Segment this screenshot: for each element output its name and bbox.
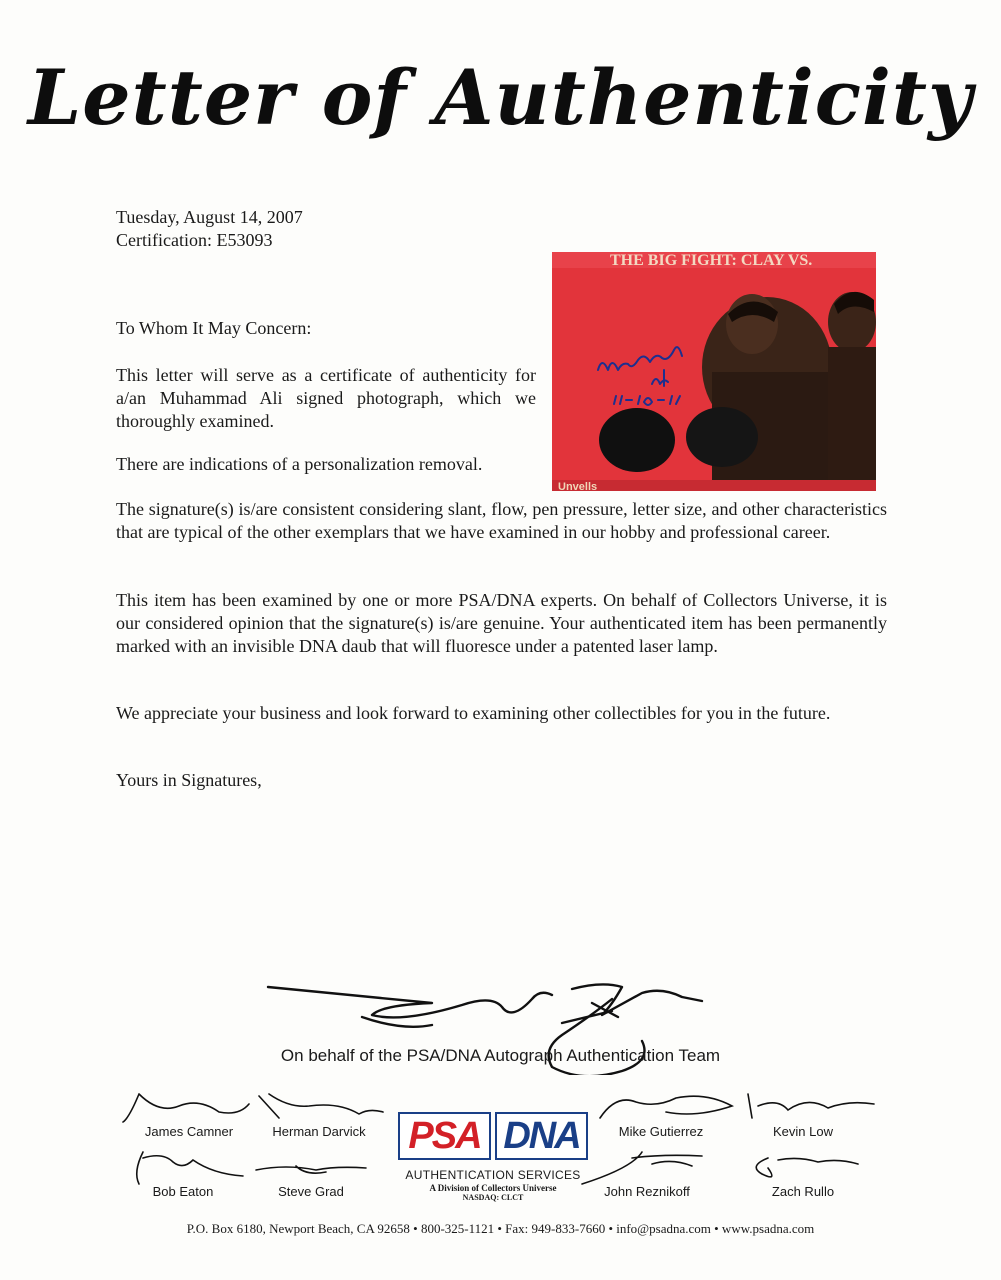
letter-paragraph: This item has been examined by one or more PSA/DNA experts. On behalf of Collectors Universe, it is our considered opinion that the signature(s) is/are genuine. Your authenticated item has been permanently marked with an invisible DNA daub that will fluoresce under a patented laser lamp. xyxy=(116,590,887,656)
salutation: To Whom It May Concern: xyxy=(116,318,312,338)
expert-name: Herman Darvick xyxy=(272,1124,366,1139)
signature-scribble xyxy=(119,1088,259,1126)
dna-logo-text: DNA xyxy=(495,1112,588,1160)
expert-name: Mike Gutierrez xyxy=(618,1124,704,1139)
expert-signature xyxy=(572,1148,722,1199)
psa-logo-text: PSA xyxy=(398,1112,491,1160)
expert-name: John Reznikoff xyxy=(604,1184,690,1199)
signature-scribble xyxy=(728,1088,878,1126)
logo-subtitle: AUTHENTICATION SERVICES xyxy=(405,1168,581,1182)
signature-scribble xyxy=(113,1148,253,1186)
expert-signature xyxy=(114,1088,264,1139)
expert-signature xyxy=(728,1148,878,1199)
letter-meta xyxy=(116,206,303,252)
expert-signature xyxy=(728,1088,878,1139)
team-label: On behalf of the PSA/DNA Autograph Authentication Team xyxy=(280,1046,721,1065)
signature-scribble xyxy=(236,1148,386,1186)
expert-name: James Camner xyxy=(144,1124,234,1139)
photo-corner-text: Unvells xyxy=(558,481,598,491)
closing-line: Yours in Signatures, xyxy=(116,770,262,790)
photograph-image xyxy=(552,252,876,491)
logo-nasdaq: NASDAQ: CLCT xyxy=(462,1193,524,1202)
expert-signature xyxy=(586,1088,736,1139)
signature-scribble xyxy=(572,1148,722,1186)
psa-dna-logo xyxy=(398,1112,588,1202)
expert-name: Zach Rullo xyxy=(771,1184,835,1199)
letter-paragraph: There are indications of a personalization removal. xyxy=(116,454,483,474)
signed-photograph xyxy=(552,252,876,491)
footer-contact: P.O. Box 6180, Newport Beach, CA 92658 • 800-325-1121 • Fax: 949-833-7660 • info@psadna.com • www.psadna.com xyxy=(186,1221,815,1236)
expert-name: Steve Grad xyxy=(278,1184,344,1199)
expert-name: Kevin Low xyxy=(773,1124,833,1139)
certification-number: Certification: E53093 xyxy=(116,230,273,250)
letter-paragraph: The signature(s) is/are consistent considering slant, flow, pen pressure, letter size, and other characteristics that are typical of the other exemplars that we have examined in our hobby and professional career. xyxy=(116,499,887,542)
letter-paragraph: We appreciate your business and look forward to examining other collectibles for you in the future. xyxy=(116,703,831,723)
logo-division: A Division of Collectors Universe xyxy=(429,1183,557,1193)
signature-scribble xyxy=(249,1088,389,1126)
letter-date: Tuesday, August 14, 2007 xyxy=(116,207,303,227)
expert-name: Bob Eaton xyxy=(152,1184,214,1199)
photo-banner-text: THE BIG FIGHT: CLAY VS. xyxy=(610,252,813,269)
signature-scribble xyxy=(586,1088,736,1126)
expert-signature xyxy=(244,1088,394,1139)
letter-title: Letter of Authenticity xyxy=(27,53,974,142)
signature-scribble xyxy=(728,1148,878,1186)
letter-paragraph: This letter will serve as a certificate of authenticity for a/an Muhammad Ali signed photograph, which we thoroughly examined. xyxy=(116,365,536,431)
expert-signature xyxy=(236,1148,386,1199)
